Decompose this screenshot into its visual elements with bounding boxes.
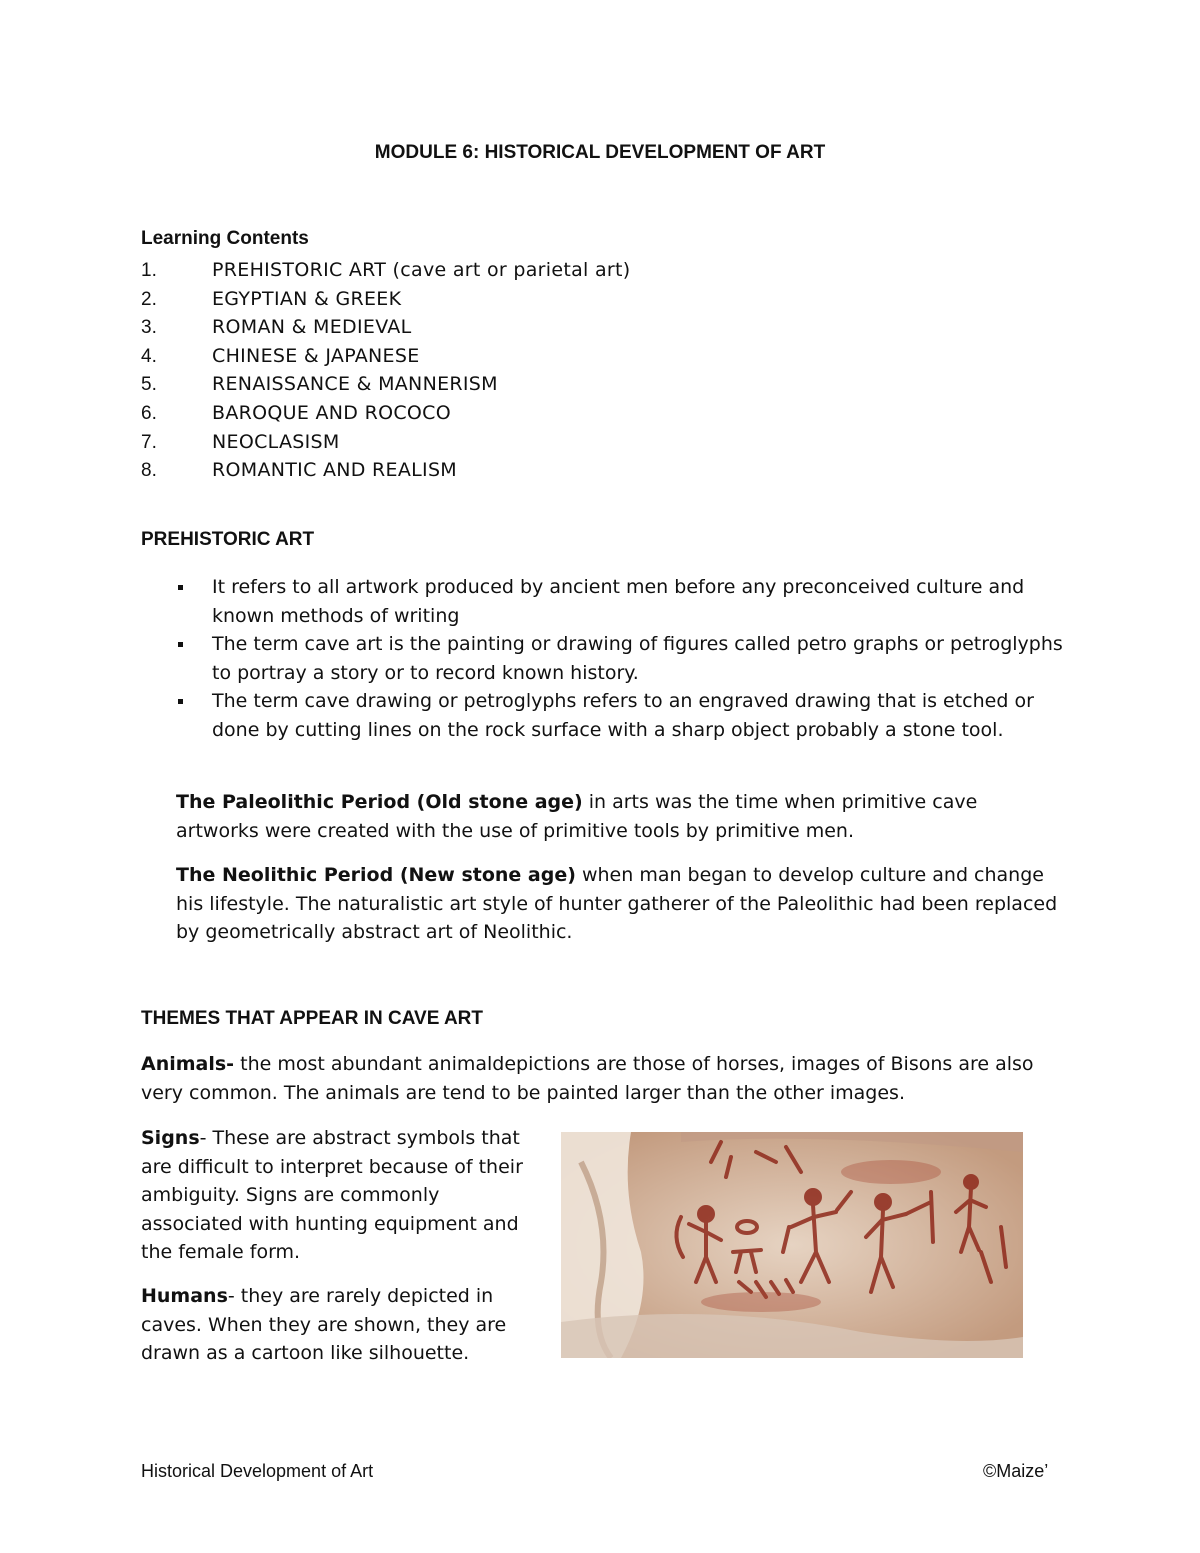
paleolithic-paragraph [176, 788, 1066, 845]
humans-paragraph [141, 1282, 541, 1368]
list-text: EGYPTIAN & GREEK [212, 287, 402, 310]
list-number: 6. [141, 402, 157, 424]
neolithic-term: The Neolithic Period (New stone age) [176, 864, 576, 886]
animals-text: the most abundant animaldepictions are those of horses, images of Bisons are also very common. The animals are tend to be painted larger than the other images. [141, 1053, 1034, 1104]
list-item [141, 256, 630, 285]
humans-text: - they are rarely depicted in caves. When they are shown, they are drawn as a cartoon like silhouette. [141, 1285, 507, 1365]
signs-paragraph [141, 1124, 541, 1267]
list-item [141, 285, 630, 314]
list-text: NEOCLASISM [212, 430, 340, 453]
paleolithic-term: The Paleolithic Period (Old stone age) [176, 791, 583, 813]
list-number: 2. [141, 288, 157, 310]
humans-term: Humans [141, 1285, 228, 1307]
list-text: CHINESE & JAPANESE [212, 344, 420, 367]
list-item [141, 342, 630, 371]
bullet-item: It refers to all artwork produced by ancient men before any preconceived culture and known methods of writing [176, 573, 1076, 630]
footer-title: Historical Development of Art [141, 1461, 374, 1481]
signs-text: - These are abstract symbols that are difficult to interpret because of their ambiguity. Signs are commonly associated with hunting equipment and the female form. [141, 1127, 523, 1264]
paleolithic-text: in arts was the time when primitive cave artworks were created with the use of primitive tools by primitive men. [176, 791, 978, 842]
list-item [141, 313, 630, 342]
list-number: 7. [141, 431, 157, 453]
list-text: RENAISSANCE & MANNERISM [212, 373, 498, 396]
prehistoric-art-heading: PREHISTORIC ART [141, 529, 315, 550]
list-text: ROMANTIC AND REALISM [212, 459, 458, 482]
prehistoric-bullet-list [176, 573, 1076, 745]
list-number: 1. [141, 260, 157, 281]
animals-paragraph [141, 1050, 1061, 1107]
neolithic-paragraph [176, 861, 1066, 947]
list-item [141, 399, 630, 428]
list-item [141, 428, 630, 457]
bullet-item: The term cave art is the painting or drawing of figures called petro graphs or petroglyphs to portray a story or to record known history. [176, 630, 1076, 687]
neolithic-text: when man began to develop culture and change his lifestyle. The naturalistic art style of hunter gatherer of the Paleolithic had been replaced by geometrically abstract art of Neolithic. [176, 864, 1058, 944]
animals-term: Animals- [141, 1053, 235, 1075]
page-title: MODULE 6: HISTORICAL DEVELOPMENT OF ART [374, 142, 826, 163]
learning-contents-list [141, 256, 630, 485]
footer-copyright: ©Maize’ [983, 1461, 1049, 1481]
list-number: 4. [141, 345, 157, 367]
list-item [141, 370, 630, 399]
list-text: BAROQUE AND ROCOCO [212, 401, 451, 424]
list-text: ROMAN & MEDIEVAL [212, 316, 412, 339]
list-item [141, 456, 630, 485]
learning-contents-heading: Learning Contents [141, 228, 309, 249]
list-text: PREHISTORIC ART (cave art or parietal art) [212, 259, 631, 281]
signs-term: Signs [141, 1127, 200, 1149]
themes-heading: THEMES THAT APPEAR IN CAVE ART [141, 1008, 484, 1029]
list-number: 8. [141, 460, 157, 482]
list-number: 5. [141, 374, 157, 396]
bullet-item: The term cave drawing or petroglyphs refers to an engraved drawing that is etched or done by cutting lines on the rock surface with a sharp object probably a stone tool. [176, 687, 1076, 744]
list-number: 3. [141, 317, 157, 339]
cave-painting-illustration [561, 1132, 1023, 1358]
cave-painting-image [561, 1132, 1023, 1358]
